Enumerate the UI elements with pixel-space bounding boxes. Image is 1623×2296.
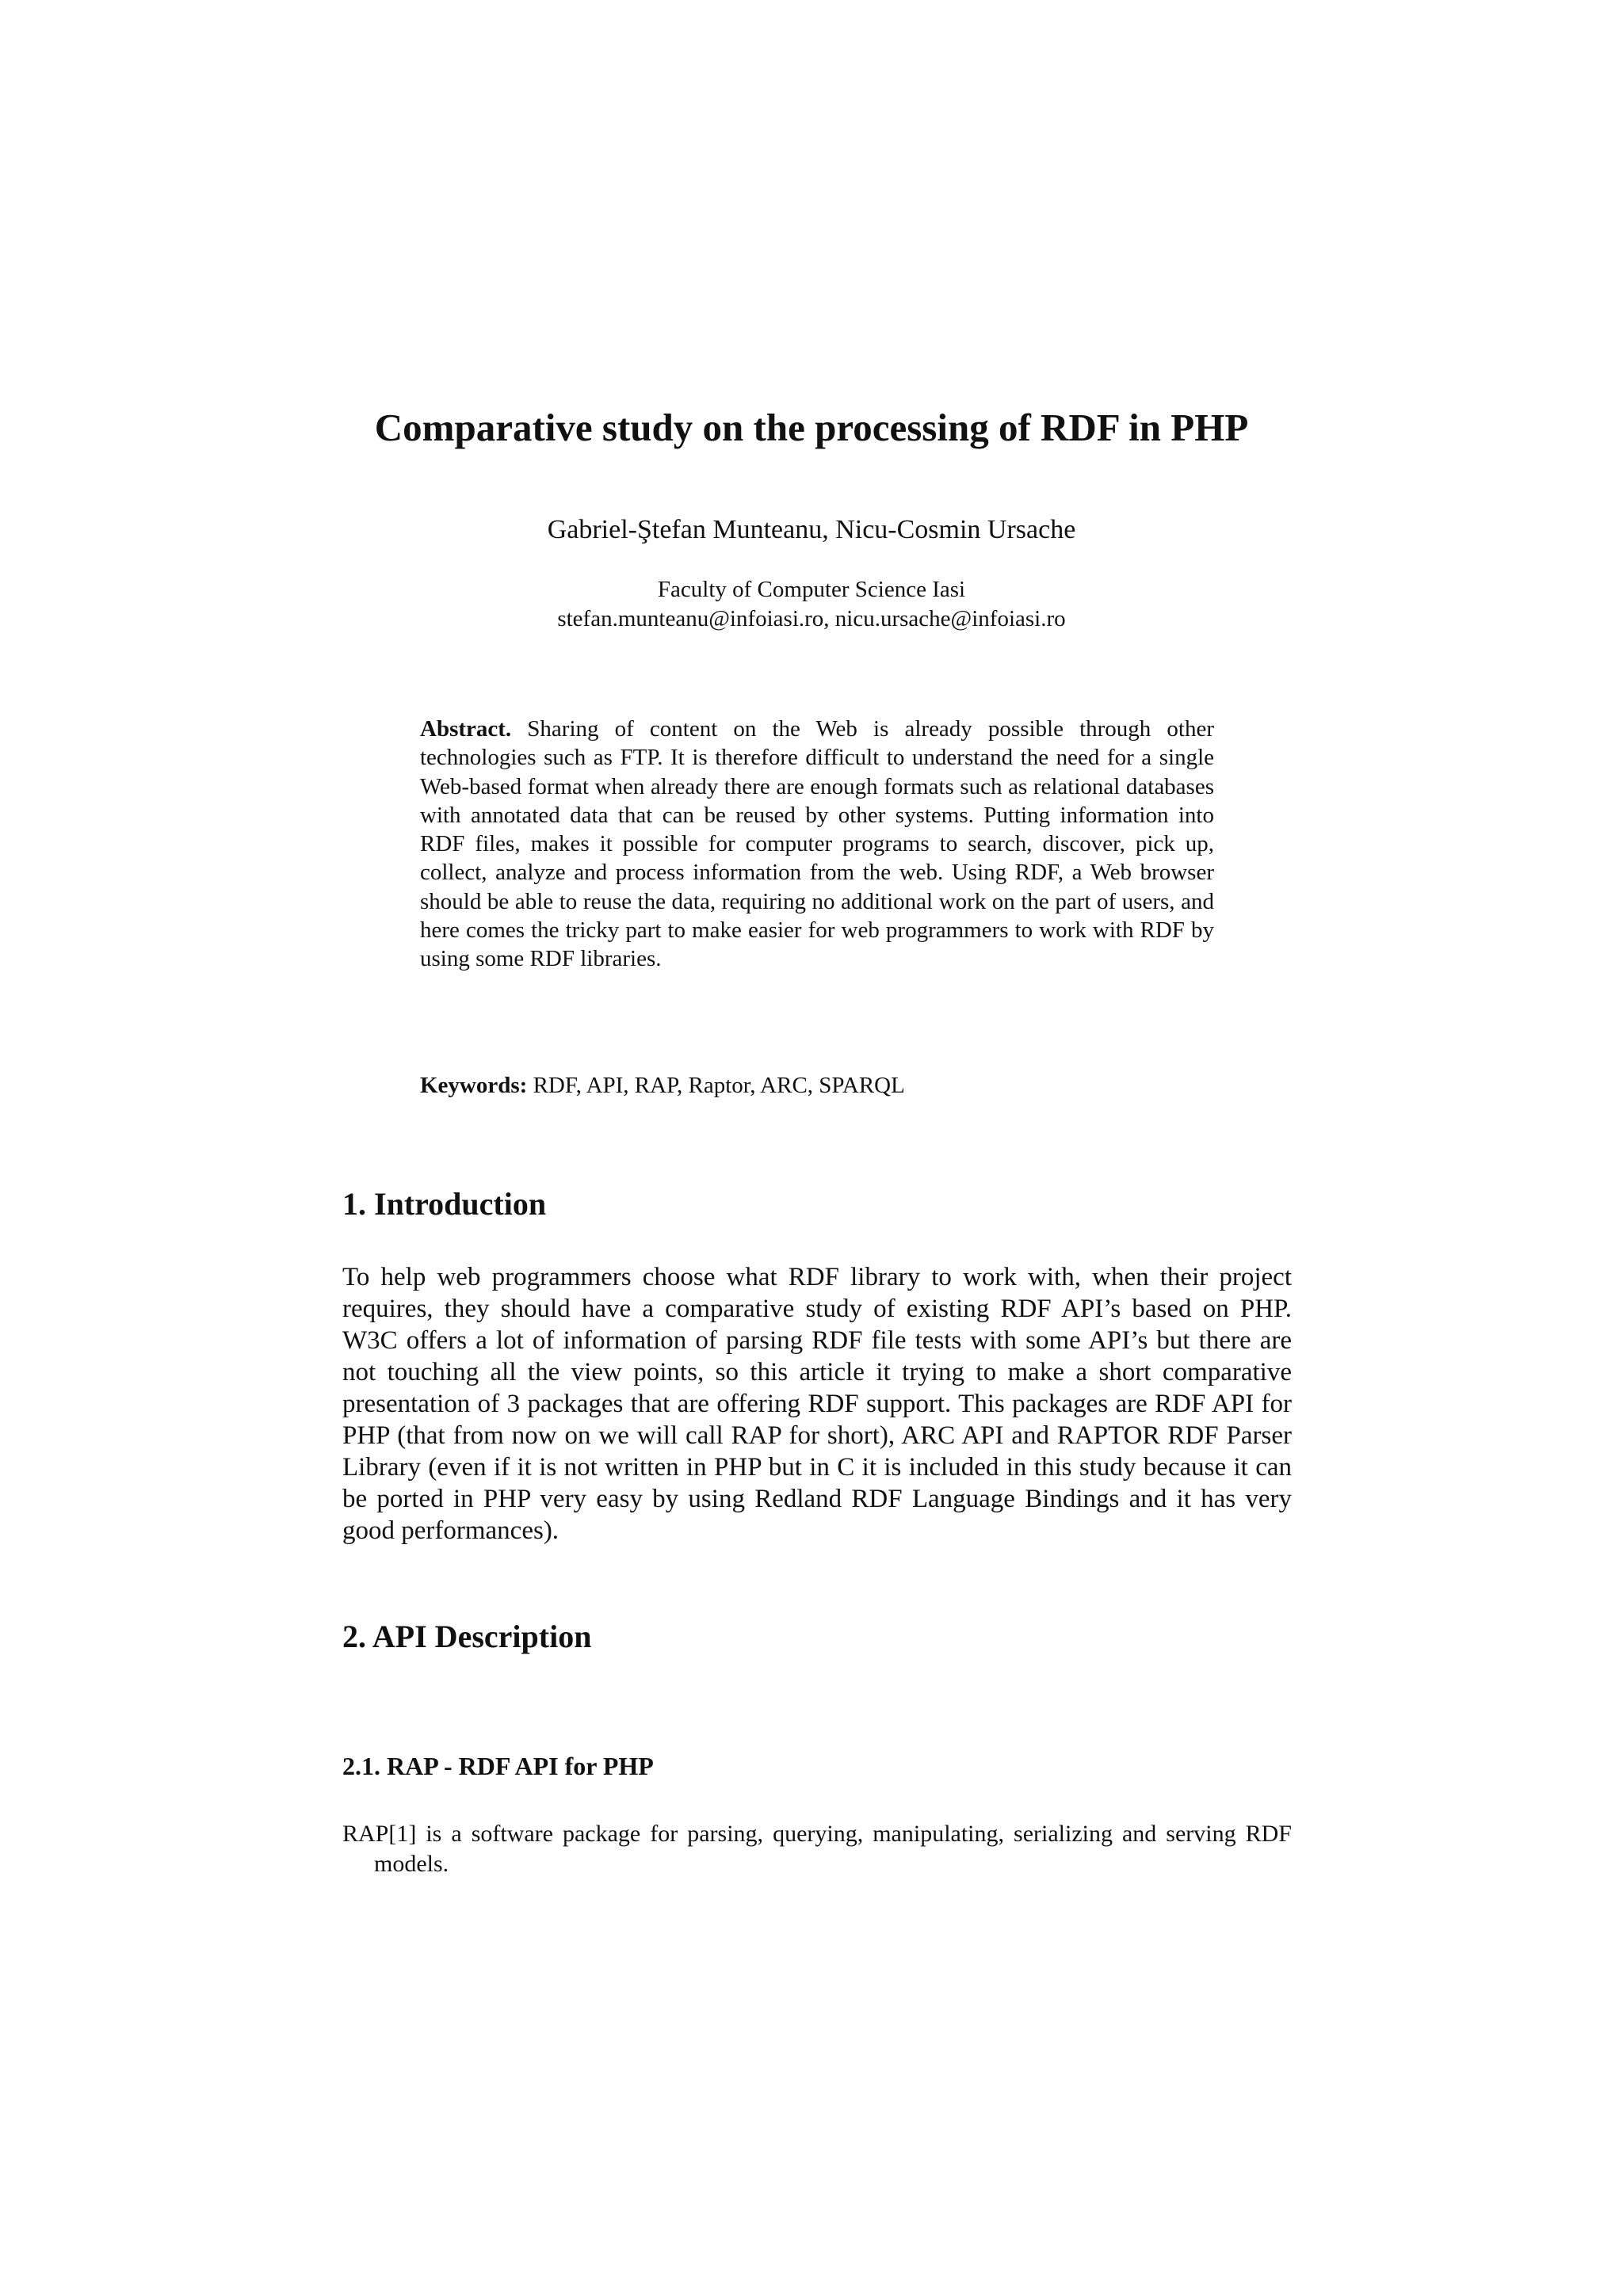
introduction-paragraph: To help web programmers choose what RDF library to work with, when their project requires, they should have a comparative study of existing RDF API’s based on PHP. W3C offers a lot of information of parsing RDF file tests with some API’s but there are not touching all the view points, so this article it trying to make a short comparative presentation of 3 packages that are offering RDF support. This packages are RDF API for PHP (that from now on we will call RAP for short), ARC API and RAPTOR RDF Parser Library (even if it is not written in PHP but in C it is included in this study because it can be ported in PHP very easy by using Redland RDF Language Bindings and it has very good performances). [342,1263,1292,1545]
subsection-heading-rap: 2.1. RAP - RDF API for PHP [342,1752,654,1780]
abstract-label: Abstract. [420,716,512,742]
paper-title: Comparative study on the processing of RDF in PHP [374,406,1249,449]
abstract [420,715,1214,974]
keywords [420,1071,1292,1100]
affiliation: Faculty of Computer Science Iasi [657,577,966,602]
abstract-text: Sharing of content on the Web is already possible through other technologies such as FTP. It is therefore difficult to understand the need for a single Web-based format when already there are enough formats such as relational databases with annotated data that can be reused by other systems. Putting information into RDF files, makes it possible for computer programs to search, discover, pick up, collect, analyze and process information from the web. Using RDF, a Web browser should be able to reuse the data, requiring no additional work on the part of users, and here comes the tricky part to make easier for web programmers to work with RDF by using some RDF libraries. [420,716,1215,972]
section-heading-api-description: 2. API Description [342,1619,592,1654]
author-emails: stefan.munteanu@infoiasi.ro, nicu.ursache@infoiasi.ro [557,606,1066,631]
keywords-label: Keywords: [420,1073,528,1098]
section-heading-introduction: 1. Introduction [342,1186,547,1222]
rap-paragraph: RAP[1] is a software package for parsing, querying, manipulating, serializing and serving RDF models. [342,1821,1292,1877]
author-affiliation-block [0,575,1623,634]
paper-authors: Gabriel-Ştefan Munteanu, Nicu-Cosmin Ursache [547,515,1076,544]
keywords-text: RDF, API, RAP, Raptor, ARC, SPARQL [533,1073,905,1098]
